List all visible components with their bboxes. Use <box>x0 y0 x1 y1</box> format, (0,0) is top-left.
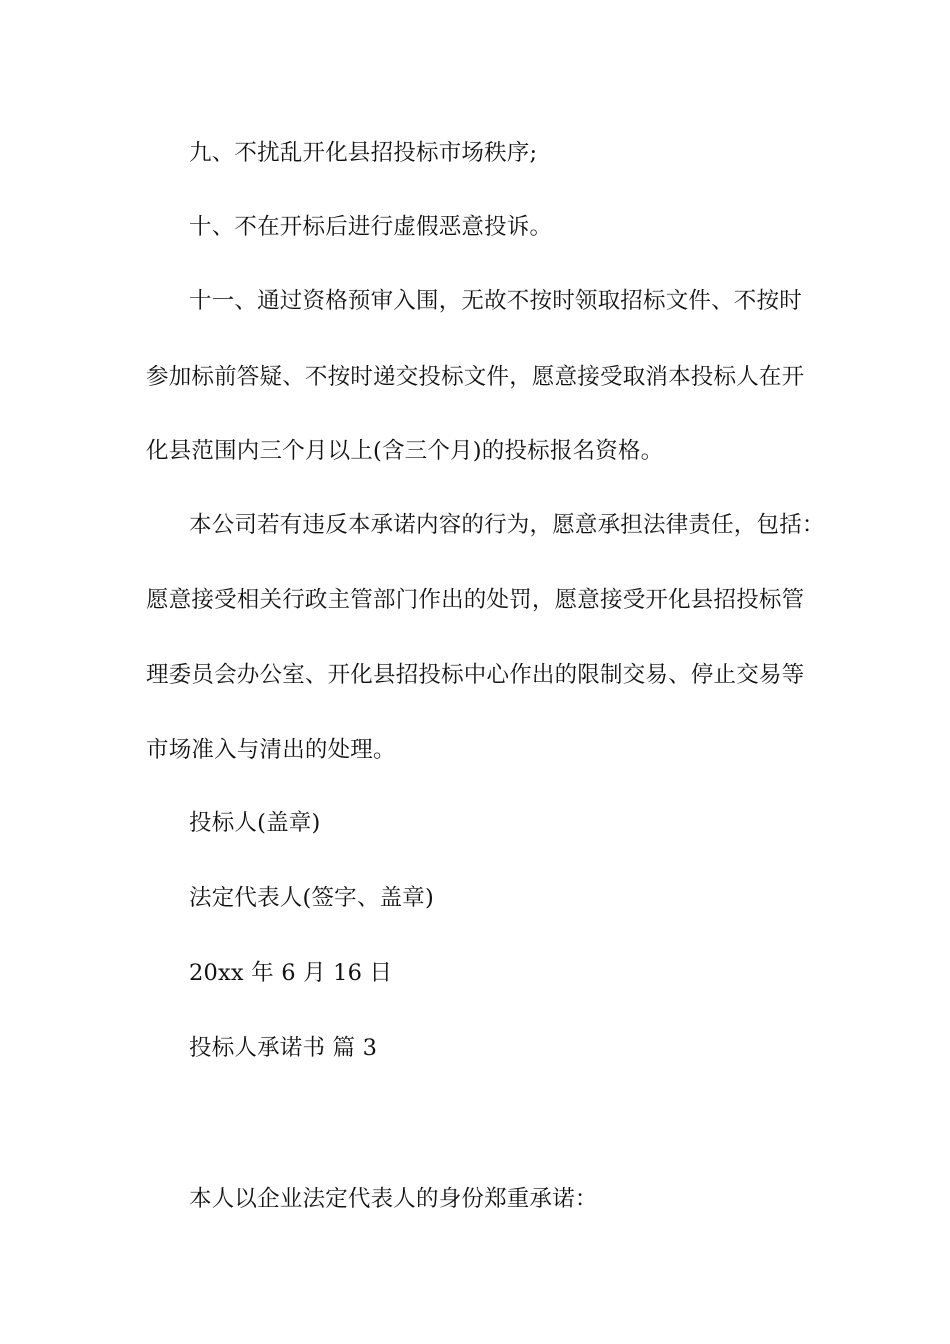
clause-11-line-1: 十一、通过资格预审入围，无故不按时领取招标文件、不按时 <box>189 288 802 314</box>
legal-representative-signature: 法定代表人(签字、盖章) <box>189 885 434 911</box>
section-heading: 投标人承诺书 篇 3 <box>189 1035 378 1061</box>
liability-line-2: 愿意接受相关行政主管部门作出的处罚，愿意接受开化县招投标管 <box>146 587 805 613</box>
clause-9: 九、不扰乱开化县招投标市场秩序; <box>189 140 538 166</box>
liability-line-4: 市场准入与清出的处理。 <box>146 737 396 763</box>
liability-line-3: 理委员会办公室、开化县招投标中心作出的限制交易、停止交易等 <box>146 662 805 688</box>
liability-line-1: 本公司若有违反本承诺内容的行为，愿意承担法律责任，包括： <box>189 512 825 538</box>
clause-11-line-3: 化县范围内三个月以上(含三个月)的投标报名资格。 <box>146 438 664 464</box>
clause-11-line-2: 参加标前答疑、不按时递交投标文件，愿意接受取消本投标人在开 <box>146 364 805 390</box>
clause-10: 十、不在开标后进行虚假恶意投诉。 <box>189 214 553 240</box>
bidder-seal: 投标人(盖章) <box>189 810 321 836</box>
pledge-intro: 本人以企业法定代表人的身份郑重承诺： <box>189 1186 598 1212</box>
signing-date: 20xx 年 6 月 16 日 <box>189 960 393 986</box>
